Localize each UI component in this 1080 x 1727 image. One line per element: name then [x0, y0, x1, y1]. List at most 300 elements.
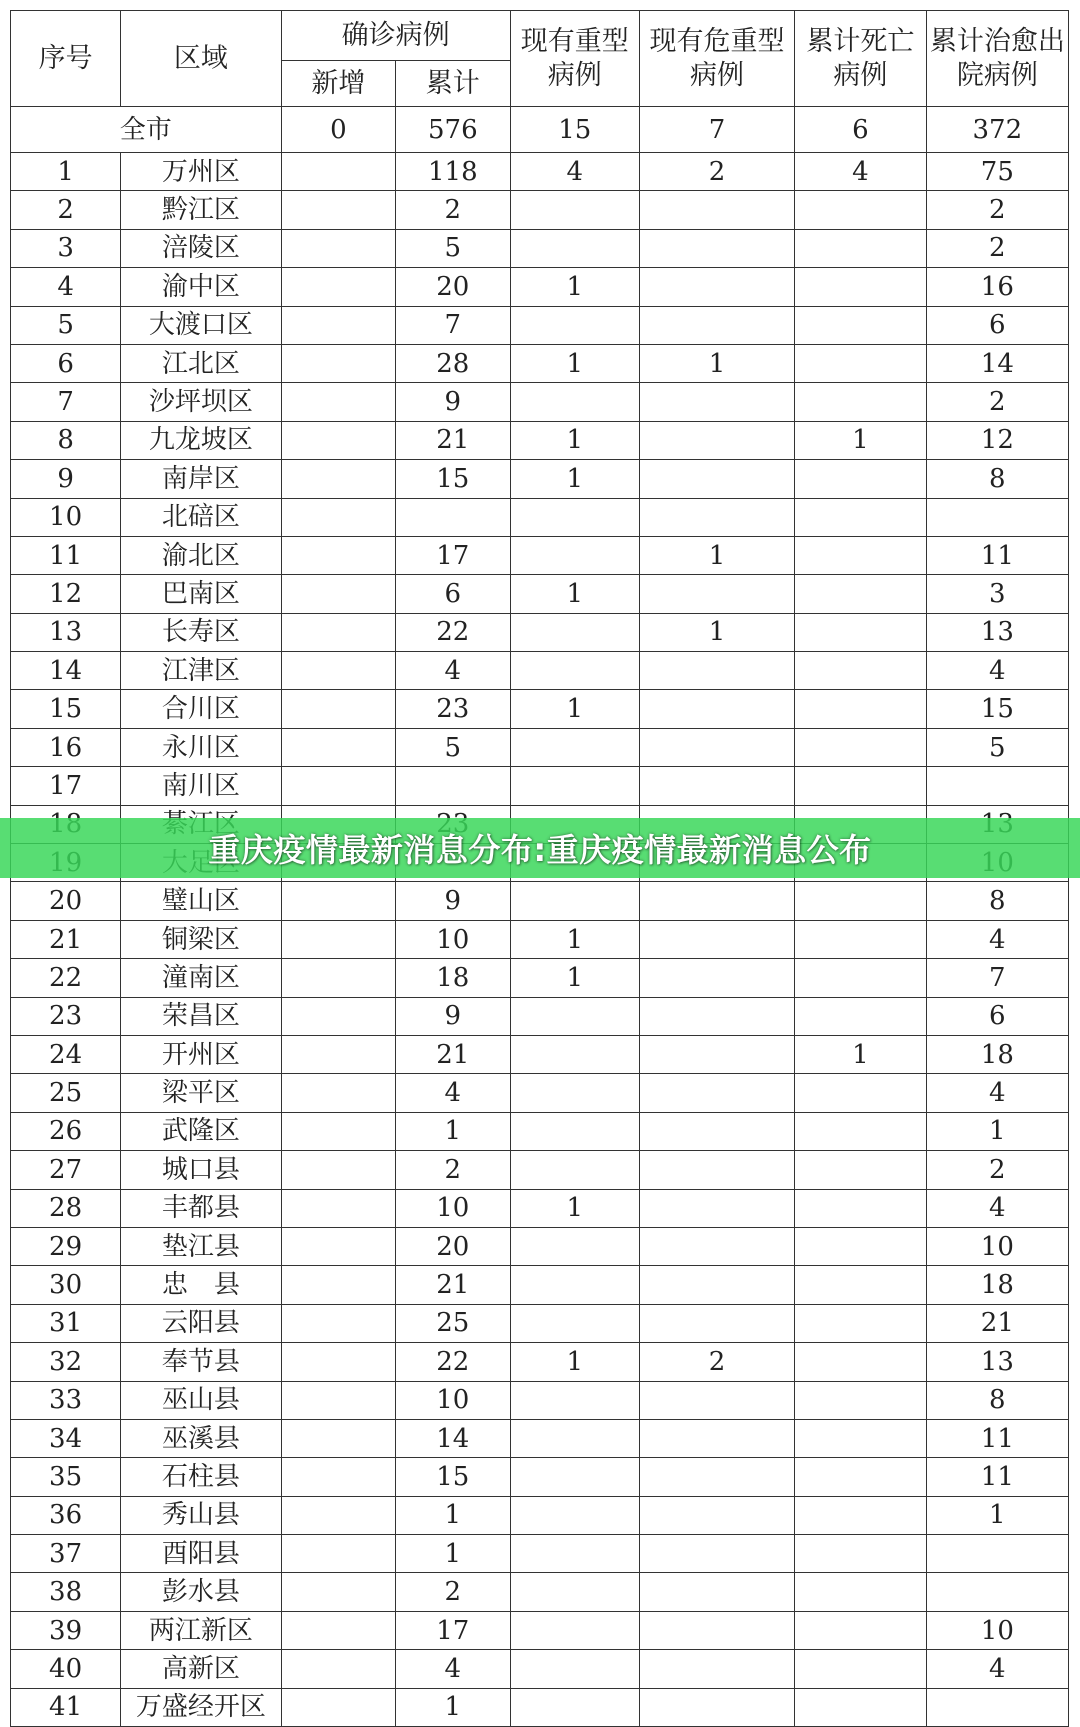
cell-new — [281, 1688, 395, 1726]
cell-new — [281, 997, 395, 1035]
cell-recovered: 1 — [926, 1112, 1068, 1150]
cell-cumulative: 1 — [396, 1688, 510, 1726]
cell-critical — [639, 652, 794, 690]
table-row — [11, 1304, 1069, 1342]
cell-deaths — [795, 1266, 927, 1304]
cell-district: 巫溪县 — [121, 1419, 281, 1457]
cell-cumulative: 23 — [396, 690, 510, 728]
cell-recovered: 18 — [926, 1035, 1068, 1073]
table-row — [11, 728, 1069, 766]
cell-district: 云阳县 — [121, 1304, 281, 1342]
cell-seq: 15 — [11, 690, 121, 728]
cell-cumulative: 118 — [396, 153, 510, 191]
cell-new — [281, 1151, 395, 1189]
cell-severe: 1 — [510, 1343, 639, 1381]
cell-recovered: 11 — [926, 1458, 1068, 1496]
cell-seq: 40 — [11, 1650, 121, 1688]
cell-critical — [639, 1151, 794, 1189]
cell-recovered: 8 — [926, 882, 1068, 920]
cell-district: 万州区 — [121, 153, 281, 191]
header-district: 区域 — [121, 11, 281, 107]
cell-severe — [510, 882, 639, 920]
cell-new — [281, 959, 395, 997]
cell-new — [281, 652, 395, 690]
cell-district: 武隆区 — [121, 1112, 281, 1150]
cell-cumulative: 4 — [396, 1074, 510, 1112]
cell-district: 渝北区 — [121, 536, 281, 574]
cell-seq: 16 — [11, 728, 121, 766]
cell-district: 秀山县 — [121, 1496, 281, 1534]
cell-seq: 2 — [11, 191, 121, 229]
cell-cumulative — [396, 498, 510, 536]
cell-deaths — [795, 997, 927, 1035]
header-seq: 序号 — [11, 11, 121, 107]
cell-cumulative: 22 — [396, 613, 510, 651]
cell-cumulative: 5 — [396, 229, 510, 267]
table-row — [11, 613, 1069, 651]
cell-severe: 1 — [510, 920, 639, 958]
cell-severe — [510, 306, 639, 344]
cell-critical — [639, 306, 794, 344]
cell-critical — [639, 421, 794, 459]
cell-severe — [510, 229, 639, 267]
total-label: 全市 — [11, 107, 282, 153]
cell-seq: 8 — [11, 421, 121, 459]
cell-district: 梁平区 — [121, 1074, 281, 1112]
table-row — [11, 191, 1069, 229]
cell-seq: 22 — [11, 959, 121, 997]
cell-recovered: 5 — [926, 728, 1068, 766]
cell-new — [281, 153, 395, 191]
cell-severe — [510, 1381, 639, 1419]
cell-critical — [639, 690, 794, 728]
table-row — [11, 498, 1069, 536]
total-critical: 7 — [639, 107, 794, 153]
cell-severe — [510, 1266, 639, 1304]
cell-district: 垫江县 — [121, 1227, 281, 1265]
cell-new — [281, 1381, 395, 1419]
cell-critical — [639, 959, 794, 997]
cell-cumulative: 14 — [396, 1419, 510, 1457]
cell-cumulative: 15 — [396, 1458, 510, 1496]
cell-cumulative: 7 — [396, 306, 510, 344]
cell-new — [281, 306, 395, 344]
cell-recovered: 7 — [926, 959, 1068, 997]
cell-critical — [639, 1074, 794, 1112]
cell-recovered: 4 — [926, 1074, 1068, 1112]
cell-seq: 29 — [11, 1227, 121, 1265]
cell-cumulative: 9 — [396, 882, 510, 920]
cell-cumulative: 20 — [396, 268, 510, 306]
cell-deaths — [795, 1381, 927, 1419]
header-confirmed: 确诊病例 — [281, 11, 510, 61]
cell-district: 璧山区 — [121, 882, 281, 920]
cell-district: 两江新区 — [121, 1611, 281, 1649]
header-deaths: 累计死亡病例 — [795, 11, 927, 107]
cell-deaths — [795, 767, 927, 805]
cell-recovered: 11 — [926, 536, 1068, 574]
cell-new — [281, 1074, 395, 1112]
cell-recovered: 14 — [926, 344, 1068, 382]
cell-recovered: 1 — [926, 1496, 1068, 1534]
cell-recovered: 18 — [926, 1266, 1068, 1304]
cell-critical — [639, 1458, 794, 1496]
cell-critical — [639, 1496, 794, 1534]
cell-critical — [639, 1419, 794, 1457]
cell-cumulative: 22 — [396, 1343, 510, 1381]
cell-severe — [510, 1227, 639, 1265]
cell-cumulative: 9 — [396, 383, 510, 421]
cell-recovered: 75 — [926, 153, 1068, 191]
cell-critical — [639, 767, 794, 805]
header-recovered: 累计治愈出院病例 — [926, 11, 1068, 107]
cell-recovered: 6 — [926, 306, 1068, 344]
total-recovered: 372 — [926, 107, 1068, 153]
cell-district: 南岸区 — [121, 460, 281, 498]
cell-seq: 24 — [11, 1035, 121, 1073]
cell-deaths: 1 — [795, 421, 927, 459]
cell-cumulative: 21 — [396, 1266, 510, 1304]
cell-new — [281, 1611, 395, 1649]
cell-seq: 7 — [11, 383, 121, 421]
cell-recovered: 3 — [926, 575, 1068, 613]
cell-cumulative: 10 — [396, 920, 510, 958]
cell-recovered: 10 — [926, 1227, 1068, 1265]
cell-deaths — [795, 268, 927, 306]
cell-new — [281, 229, 395, 267]
table-row — [11, 1074, 1069, 1112]
cell-cumulative: 2 — [396, 191, 510, 229]
cell-new — [281, 460, 395, 498]
table-row — [11, 1419, 1069, 1457]
cell-new — [281, 1419, 395, 1457]
table-row — [11, 1151, 1069, 1189]
cell-new — [281, 1266, 395, 1304]
cell-deaths — [795, 1419, 927, 1457]
cell-severe — [510, 1151, 639, 1189]
total-severe: 15 — [510, 107, 639, 153]
cell-severe: 1 — [510, 268, 639, 306]
total-new: 0 — [281, 107, 395, 153]
table-row — [11, 1573, 1069, 1611]
table-row — [11, 306, 1069, 344]
cell-deaths: 4 — [795, 153, 927, 191]
cell-severe — [510, 613, 639, 651]
table-row — [11, 882, 1069, 920]
cell-new — [281, 882, 395, 920]
cell-new — [281, 1112, 395, 1150]
cell-cumulative: 10 — [396, 1381, 510, 1419]
cell-critical — [639, 1304, 794, 1342]
table-row — [11, 344, 1069, 382]
cell-seq: 10 — [11, 498, 121, 536]
cell-cumulative: 21 — [396, 1035, 510, 1073]
cell-seq: 6 — [11, 344, 121, 382]
cell-new — [281, 1189, 395, 1227]
cell-deaths — [795, 575, 927, 613]
cell-deaths — [795, 1074, 927, 1112]
cell-seq: 37 — [11, 1535, 121, 1573]
cell-recovered: 4 — [926, 1189, 1068, 1227]
total-cumulative: 576 — [396, 107, 510, 153]
cell-seq: 26 — [11, 1112, 121, 1150]
cell-cumulative: 28 — [396, 344, 510, 382]
cell-severe — [510, 1458, 639, 1496]
cell-deaths — [795, 306, 927, 344]
cell-district: 万盛经开区 — [121, 1688, 281, 1726]
table-row — [11, 1496, 1069, 1534]
cell-district: 丰都县 — [121, 1189, 281, 1227]
cell-recovered: 4 — [926, 920, 1068, 958]
cell-district: 合川区 — [121, 690, 281, 728]
cell-recovered: 12 — [926, 421, 1068, 459]
table-row — [11, 1458, 1069, 1496]
cell-new — [281, 383, 395, 421]
header-cumulative: 累计 — [396, 61, 510, 107]
cell-deaths — [795, 460, 927, 498]
table-row — [11, 1650, 1069, 1688]
cell-cumulative: 25 — [396, 1304, 510, 1342]
cell-new — [281, 536, 395, 574]
cell-new — [281, 421, 395, 459]
cell-seq: 25 — [11, 1074, 121, 1112]
table-row — [11, 997, 1069, 1035]
total-row — [11, 107, 1069, 153]
cell-seq: 38 — [11, 1573, 121, 1611]
table-row — [11, 1227, 1069, 1265]
cell-severe — [510, 767, 639, 805]
cell-critical: 1 — [639, 344, 794, 382]
cell-district: 石柱县 — [121, 1458, 281, 1496]
cell-deaths — [795, 613, 927, 651]
cell-severe — [510, 728, 639, 766]
cell-critical — [639, 191, 794, 229]
cell-critical — [639, 1688, 794, 1726]
cell-critical: 2 — [639, 153, 794, 191]
table-row — [11, 1189, 1069, 1227]
table-row — [11, 536, 1069, 574]
cell-district: 铜梁区 — [121, 920, 281, 958]
table-row — [11, 652, 1069, 690]
cell-seq: 13 — [11, 613, 121, 651]
cell-seq: 1 — [11, 153, 121, 191]
cell-critical — [639, 383, 794, 421]
cell-cumulative — [396, 767, 510, 805]
cell-seq: 35 — [11, 1458, 121, 1496]
cell-seq: 30 — [11, 1266, 121, 1304]
cell-cumulative: 1 — [396, 1496, 510, 1534]
cell-district: 渝中区 — [121, 268, 281, 306]
cell-district: 长寿区 — [121, 613, 281, 651]
cell-severe — [510, 1112, 639, 1150]
cell-severe — [510, 1074, 639, 1112]
cell-cumulative: 21 — [396, 421, 510, 459]
cell-critical — [639, 498, 794, 536]
cell-deaths — [795, 1535, 927, 1573]
cell-cumulative: 20 — [396, 1227, 510, 1265]
cell-seq: 3 — [11, 229, 121, 267]
cell-new — [281, 1496, 395, 1534]
cell-district: 九龙坡区 — [121, 421, 281, 459]
cell-district: 城口县 — [121, 1151, 281, 1189]
cell-deaths — [795, 536, 927, 574]
cell-new — [281, 920, 395, 958]
cell-new — [281, 1573, 395, 1611]
cell-deaths — [795, 1112, 927, 1150]
cell-cumulative: 18 — [396, 959, 510, 997]
table-row — [11, 1381, 1069, 1419]
cell-seq: 31 — [11, 1304, 121, 1342]
cell-critical — [639, 1266, 794, 1304]
table-row — [11, 690, 1069, 728]
cell-severe: 1 — [510, 344, 639, 382]
cell-deaths — [795, 1189, 927, 1227]
cell-district: 大渡口区 — [121, 306, 281, 344]
cell-severe — [510, 1496, 639, 1534]
cell-district: 北碚区 — [121, 498, 281, 536]
cell-critical: 1 — [639, 613, 794, 651]
cell-severe: 1 — [510, 421, 639, 459]
cell-district: 涪陵区 — [121, 229, 281, 267]
cell-new — [281, 1227, 395, 1265]
cell-deaths — [795, 1688, 927, 1726]
table-row — [11, 229, 1069, 267]
cell-recovered — [926, 1573, 1068, 1611]
headline-banner — [0, 818, 1080, 878]
cell-critical — [639, 1650, 794, 1688]
total-deaths: 6 — [795, 107, 927, 153]
cell-severe: 1 — [510, 460, 639, 498]
cell-deaths — [795, 229, 927, 267]
cell-seq: 5 — [11, 306, 121, 344]
cell-critical — [639, 1227, 794, 1265]
cell-seq: 12 — [11, 575, 121, 613]
cell-critical — [639, 229, 794, 267]
cell-recovered: 4 — [926, 652, 1068, 690]
cell-new — [281, 1304, 395, 1342]
cell-recovered: 10 — [926, 1611, 1068, 1649]
cell-severe — [510, 1611, 639, 1649]
headline-text: 重庆疫情最新消息分布:重庆疫情最新消息公布 — [208, 831, 872, 869]
cell-seq: 32 — [11, 1343, 121, 1381]
cell-critical — [639, 1573, 794, 1611]
cell-new — [281, 498, 395, 536]
cell-district: 巫山县 — [121, 1381, 281, 1419]
table-row — [11, 421, 1069, 459]
cell-deaths — [795, 728, 927, 766]
cell-cumulative: 4 — [396, 1650, 510, 1688]
cell-seq: 11 — [11, 536, 121, 574]
cell-cumulative: 6 — [396, 575, 510, 613]
cell-new — [281, 613, 395, 651]
cell-district: 高新区 — [121, 1650, 281, 1688]
cell-critical — [639, 1611, 794, 1649]
cell-deaths — [795, 191, 927, 229]
table-row — [11, 268, 1069, 306]
cell-deaths — [795, 920, 927, 958]
cell-critical — [639, 268, 794, 306]
cell-severe — [510, 383, 639, 421]
cell-cumulative: 2 — [396, 1573, 510, 1611]
cell-deaths — [795, 690, 927, 728]
cell-severe — [510, 191, 639, 229]
cell-district: 开州区 — [121, 1035, 281, 1073]
cell-seq: 20 — [11, 882, 121, 920]
cell-recovered — [926, 1688, 1068, 1726]
cell-seq: 9 — [11, 460, 121, 498]
cell-seq: 21 — [11, 920, 121, 958]
cell-severe: 1 — [510, 959, 639, 997]
cell-critical — [639, 1189, 794, 1227]
cell-severe — [510, 536, 639, 574]
cell-district: 忠 县 — [121, 1266, 281, 1304]
cell-cumulative: 1 — [396, 1112, 510, 1150]
cell-severe — [510, 1535, 639, 1573]
cell-recovered — [926, 767, 1068, 805]
table-row — [11, 575, 1069, 613]
cell-seq: 27 — [11, 1151, 121, 1189]
cell-severe — [510, 652, 639, 690]
cell-new — [281, 690, 395, 728]
table-row — [11, 460, 1069, 498]
cell-cumulative: 15 — [396, 460, 510, 498]
cell-new — [281, 1035, 395, 1073]
cell-recovered: 11 — [926, 1419, 1068, 1457]
cell-severe — [510, 1650, 639, 1688]
header-new: 新增 — [281, 61, 395, 107]
cell-critical — [639, 920, 794, 958]
cell-cumulative: 10 — [396, 1189, 510, 1227]
cell-recovered: 15 — [926, 690, 1068, 728]
cell-seq: 34 — [11, 1419, 121, 1457]
table-row — [11, 1688, 1069, 1726]
table-row — [11, 1035, 1069, 1073]
cell-district: 永川区 — [121, 728, 281, 766]
cell-deaths — [795, 383, 927, 421]
cell-seq: 23 — [11, 997, 121, 1035]
cell-critical — [639, 460, 794, 498]
cell-cumulative: 9 — [396, 997, 510, 1035]
cell-severe — [510, 1419, 639, 1457]
cell-deaths — [795, 1227, 927, 1265]
cell-critical — [639, 1112, 794, 1150]
cell-recovered: 16 — [926, 268, 1068, 306]
cell-district: 酉阳县 — [121, 1535, 281, 1573]
cell-new — [281, 1535, 395, 1573]
cell-recovered: 2 — [926, 229, 1068, 267]
cell-new — [281, 728, 395, 766]
cell-deaths — [795, 1573, 927, 1611]
cell-new — [281, 575, 395, 613]
cell-critical: 1 — [639, 536, 794, 574]
cell-critical — [639, 1035, 794, 1073]
cell-deaths — [795, 1611, 927, 1649]
cell-severe — [510, 1035, 639, 1073]
cell-severe — [510, 1304, 639, 1342]
cell-district: 荣昌区 — [121, 997, 281, 1035]
cell-seq: 4 — [11, 268, 121, 306]
table-row — [11, 1112, 1069, 1150]
cell-critical — [639, 882, 794, 920]
cell-recovered: 2 — [926, 191, 1068, 229]
table-row — [11, 767, 1069, 805]
cell-recovered: 6 — [926, 997, 1068, 1035]
cell-district: 巴南区 — [121, 575, 281, 613]
cell-deaths — [795, 344, 927, 382]
cell-deaths — [795, 1650, 927, 1688]
table-row — [11, 959, 1069, 997]
table-row — [11, 1266, 1069, 1304]
